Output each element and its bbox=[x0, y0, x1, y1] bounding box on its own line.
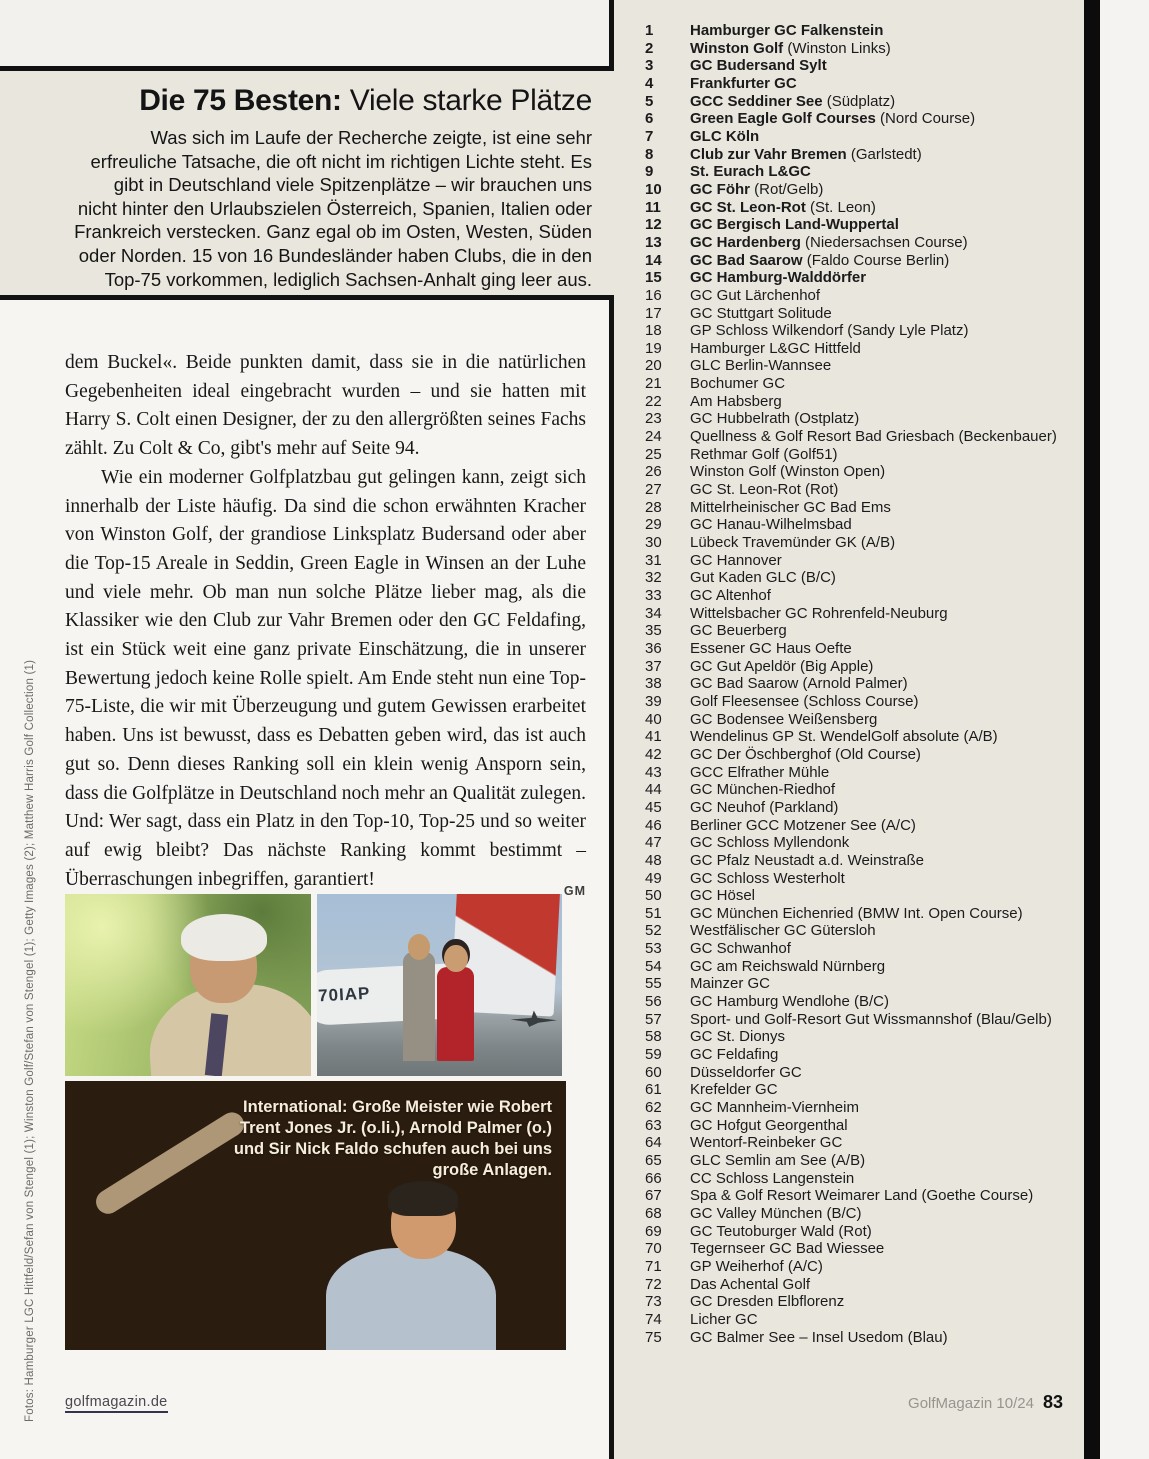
rank-number: 1 bbox=[645, 22, 654, 39]
ranking-row bbox=[645, 40, 1087, 58]
rank-number: 20 bbox=[645, 357, 662, 375]
ranking-row bbox=[645, 1117, 1087, 1135]
ranking-row bbox=[645, 1134, 1087, 1152]
club-name: GC St. Dionys bbox=[690, 1028, 786, 1046]
club-name: CC Schloss Langenstein bbox=[690, 1169, 855, 1187]
ranking-row bbox=[645, 764, 1087, 782]
club-name: GC Hardenberg bbox=[690, 233, 801, 251]
club-name: Mainzer GC bbox=[690, 975, 771, 993]
rank-number: 44 bbox=[645, 781, 662, 799]
ranking-row bbox=[645, 110, 1087, 128]
club-name: GC München-Riedhof bbox=[690, 781, 836, 799]
ranking-row bbox=[645, 163, 1087, 181]
club-name: Essener GC Haus Oefte bbox=[690, 639, 852, 657]
club-name: GP Weiherhof bbox=[690, 1257, 784, 1275]
rank-number: 47 bbox=[645, 834, 662, 852]
ranking-row bbox=[645, 499, 1087, 517]
course-note: (Goethe Course) bbox=[917, 1187, 1034, 1205]
club-name: GC Hamburg-Walddörfer bbox=[690, 269, 867, 287]
ranking-row bbox=[645, 128, 1087, 146]
rank-number: 32 bbox=[645, 569, 662, 587]
club-name: Hamburger L&GC Hittfeld bbox=[690, 339, 861, 357]
rank-number: 33 bbox=[645, 587, 662, 604]
club-name: GC Föhr bbox=[690, 180, 750, 198]
course-note: (Rot) bbox=[800, 481, 839, 499]
ranking-row bbox=[645, 269, 1087, 287]
photo-nick-faldo bbox=[65, 1081, 566, 1350]
page-edge-margin bbox=[1100, 0, 1149, 1459]
club-name: GC Valley München bbox=[690, 1204, 823, 1222]
course-note: (Südplatz) bbox=[822, 92, 896, 110]
club-name: GLC Köln bbox=[690, 127, 760, 145]
ranking-row bbox=[645, 1223, 1087, 1241]
course-note: (Faldo Course Berlin) bbox=[802, 251, 950, 269]
club-name: GC Der Öschberghof bbox=[690, 745, 831, 763]
course-note: (Big Apple) bbox=[795, 657, 874, 675]
rank-number: 34 bbox=[645, 604, 662, 622]
ranking-row bbox=[645, 1046, 1087, 1064]
rank-number: 10 bbox=[645, 180, 662, 198]
ranking-list bbox=[645, 22, 1087, 1346]
club-name: GC Bodensee Weißensberg bbox=[690, 710, 878, 728]
course-note: (St. Leon) bbox=[805, 198, 876, 216]
club-name: GC Hamburg Wendlohe bbox=[690, 993, 850, 1011]
club-name: GC Budersand Sylt bbox=[690, 57, 827, 75]
ranking-row bbox=[645, 711, 1087, 729]
club-name: GC Pfalz Neustadt a.d. Weinstraße bbox=[690, 851, 924, 869]
rank-number: 45 bbox=[645, 798, 662, 816]
rank-number: 19 bbox=[645, 339, 662, 357]
ranking-row bbox=[645, 799, 1087, 817]
rank-number: 7 bbox=[645, 127, 654, 145]
rank-number: 70 bbox=[645, 1240, 662, 1258]
ranking-row bbox=[645, 640, 1087, 658]
figure-palmer-face bbox=[408, 934, 430, 959]
club-name: Rethmar Golf bbox=[690, 445, 780, 463]
rank-number: 18 bbox=[645, 322, 662, 340]
rank-number: 41 bbox=[645, 728, 662, 746]
club-name: St. Eurach L&GC bbox=[690, 163, 811, 181]
club-name: Club zur Vahr Bremen bbox=[690, 145, 847, 163]
course-note: (Parkland) bbox=[765, 798, 839, 816]
ranking-row bbox=[645, 817, 1087, 835]
club-name: Hamburger GC Falkenstein bbox=[690, 22, 884, 39]
club-name: GLC Semlin am See bbox=[690, 1152, 827, 1169]
rank-number: 28 bbox=[645, 498, 662, 516]
club-name: GC Hanau-Wilhelmsbad bbox=[690, 516, 852, 534]
rank-number: 58 bbox=[645, 1028, 662, 1046]
rank-number: 9 bbox=[645, 163, 654, 181]
rank-number: 48 bbox=[645, 851, 662, 869]
ranking-row bbox=[645, 975, 1087, 993]
ranking-row bbox=[645, 1311, 1087, 1329]
course-note: (B/C) bbox=[849, 993, 889, 1011]
plane-registration-text: 70IAP bbox=[317, 983, 372, 1006]
club-name: Das Achental Golf bbox=[690, 1275, 811, 1293]
course-note: (Arnold Palmer) bbox=[798, 675, 908, 693]
ranking-row bbox=[645, 1293, 1087, 1311]
ranking-row bbox=[645, 1258, 1087, 1276]
ranking-row bbox=[645, 446, 1087, 464]
ranking-row bbox=[645, 852, 1087, 870]
club-name: GC Teutoburger Wald bbox=[690, 1222, 835, 1240]
rank-number: 50 bbox=[645, 887, 662, 905]
ranking-row bbox=[645, 375, 1087, 393]
club-name: GP Schloss Wilkendorf bbox=[690, 322, 844, 340]
course-note: (Rot/Gelb) bbox=[750, 180, 824, 198]
section-title bbox=[72, 84, 592, 118]
club-name: GC Dresden Elbflorenz bbox=[690, 1293, 845, 1311]
course-note: (Ostplatz) bbox=[790, 410, 860, 428]
club-name: Green Eagle Golf Courses bbox=[690, 110, 876, 128]
rank-number: 56 bbox=[645, 993, 662, 1011]
rank-number: 57 bbox=[645, 1010, 662, 1028]
ranking-row bbox=[645, 234, 1087, 252]
ranking-row bbox=[645, 146, 1087, 164]
photo-arnold-palmer bbox=[317, 894, 562, 1076]
rank-number: 23 bbox=[645, 410, 662, 428]
club-name: GC Hösel bbox=[690, 887, 756, 905]
rank-number: 68 bbox=[645, 1204, 662, 1222]
ranking-row bbox=[645, 569, 1087, 587]
ranking-row bbox=[645, 481, 1087, 499]
course-note: (Winston Open) bbox=[775, 463, 886, 481]
club-name: Licher GC bbox=[690, 1310, 758, 1328]
club-name: Berliner GCC Motzener See bbox=[690, 816, 877, 834]
club-name: GC Schloss Westerholt bbox=[690, 869, 845, 887]
ranking-row bbox=[645, 781, 1087, 799]
ranking-row bbox=[645, 75, 1087, 93]
course-note: (Rot) bbox=[834, 1222, 872, 1240]
course-note: (A/B) bbox=[959, 728, 998, 746]
ranking-row bbox=[645, 428, 1087, 446]
club-name: Quellness & Golf Resort Bad Griesbach bbox=[690, 428, 955, 446]
ranking-row bbox=[645, 57, 1087, 75]
club-name: Spa & Golf Resort Weimarer Land bbox=[690, 1187, 918, 1205]
rank-number: 51 bbox=[645, 904, 662, 922]
club-name: GLC Berlin-Wannsee bbox=[690, 357, 832, 375]
club-name: GC Beuerberg bbox=[690, 622, 787, 640]
rank-number: 31 bbox=[645, 551, 662, 569]
rank-number: 55 bbox=[645, 975, 662, 993]
club-name: GC Gut Lärchenhof bbox=[690, 286, 821, 304]
figure-woman-face bbox=[444, 945, 467, 972]
rank-number: 4 bbox=[645, 74, 654, 92]
rank-number: 61 bbox=[645, 1081, 662, 1099]
rank-number: 64 bbox=[645, 1134, 662, 1152]
section-title-bold: Die 75 Besten: bbox=[139, 84, 342, 117]
rank-number: 73 bbox=[645, 1293, 662, 1311]
rank-number: 59 bbox=[645, 1046, 662, 1064]
photo-credits: Fotos: Hamburger LGC Hittfeld/Sefan von Stengel (1); Winston Golf/Stefan von Stengel (1); Getty Images (2); Matthew Harris Golf Collection (1) bbox=[24, 659, 36, 1422]
course-note: (Niedersachsen Course) bbox=[800, 233, 968, 251]
ranking-row bbox=[645, 305, 1087, 323]
ranking-row bbox=[645, 958, 1087, 976]
course-note: (Old Course) bbox=[830, 745, 921, 763]
ranking-row bbox=[645, 834, 1087, 852]
ranking-row bbox=[645, 216, 1087, 234]
ranking-row bbox=[645, 870, 1087, 888]
club-name: GC Bad Saarow bbox=[690, 251, 803, 269]
figure-hair bbox=[181, 914, 267, 961]
course-note: (B/C) bbox=[822, 1204, 862, 1222]
ranking-row bbox=[645, 199, 1087, 217]
ranking-row bbox=[645, 1276, 1087, 1294]
course-note: (Nord Course) bbox=[875, 110, 976, 128]
rank-number: 2 bbox=[645, 39, 654, 57]
photo-robert-trent-jones bbox=[65, 894, 311, 1076]
page-number: 83 bbox=[1042, 1392, 1063, 1412]
ranking-row bbox=[645, 1028, 1087, 1046]
rank-number: 38 bbox=[645, 675, 662, 693]
club-name: GC am Reichswald Nürnberg bbox=[690, 957, 886, 975]
club-name: GC Balmer See – Insel Usedom bbox=[690, 1328, 904, 1346]
club-name: Westfälischer GC Gütersloh bbox=[690, 922, 876, 940]
course-note: (Blau) bbox=[903, 1328, 948, 1346]
rank-number: 22 bbox=[645, 392, 662, 410]
club-name: GC Feldafing bbox=[690, 1046, 779, 1064]
section-title-rest: Viele starke Plätze bbox=[341, 84, 592, 117]
ranking-row bbox=[645, 1205, 1087, 1223]
rank-number: 6 bbox=[645, 110, 654, 128]
ranking-row bbox=[645, 552, 1087, 570]
rank-number: 49 bbox=[645, 869, 662, 887]
ranking-row bbox=[645, 905, 1087, 923]
photo-caption: International: Große Meister wie Robert Trent Jones Jr. (o.li.), Arnold Palmer (o.) und Sir Nick Faldo schufen auch bei uns große Anlagen. bbox=[233, 1098, 552, 1179]
ranking-row bbox=[645, 1011, 1087, 1029]
club-name: Wittelsbacher GC Rohrenfeld-Neuburg bbox=[690, 604, 948, 622]
club-name: GC Hannover bbox=[690, 551, 782, 569]
club-name: Winston Golf bbox=[690, 39, 784, 57]
rank-number: 21 bbox=[645, 375, 662, 393]
club-name: Düsseldorfer GC bbox=[690, 1063, 802, 1081]
article-paragraph: dem Buckel«. Beide punkten damit, dass sie in die natürlichen Gegebenheiten ideal eingebracht wurden – und sie hatten mit Harry S. Colt einen Designer, der zu den allergrößten seines Fachs zählt. Zu Colt & Co, gibt's mehr auf Seite 94. bbox=[65, 352, 586, 460]
ranking-row bbox=[645, 393, 1087, 411]
club-name: Wentorf-Reinbeker GC bbox=[690, 1134, 843, 1152]
rank-number: 74 bbox=[645, 1310, 662, 1328]
rank-number: 69 bbox=[645, 1222, 662, 1240]
website-link[interactable]: golfmagazin.de bbox=[65, 1394, 168, 1413]
ranking-row bbox=[645, 587, 1087, 605]
club-name: Mittelrheinischer GC Bad Ems bbox=[690, 498, 891, 516]
club-name: Tegernseer GC Bad Wiessee bbox=[690, 1240, 885, 1258]
course-note: (Schloss Course) bbox=[799, 692, 919, 710]
figure-faldo-hair bbox=[388, 1181, 458, 1216]
club-name: Krefelder GC bbox=[690, 1081, 778, 1099]
ranking-row bbox=[645, 410, 1087, 428]
footer-folio bbox=[908, 1392, 1063, 1413]
club-name: GC St. Leon-Rot bbox=[690, 481, 801, 499]
rank-number: 17 bbox=[645, 304, 662, 322]
ranking-row bbox=[645, 1099, 1087, 1117]
club-name: Winston Golf bbox=[690, 463, 776, 481]
page-edge-bar bbox=[1084, 0, 1100, 1459]
club-name: Am Habsberg bbox=[690, 392, 782, 410]
rank-number: 15 bbox=[645, 269, 662, 287]
ranking-row bbox=[645, 287, 1087, 305]
ranking-row bbox=[645, 1240, 1087, 1258]
ranking-row bbox=[645, 675, 1087, 693]
ranking-row bbox=[645, 887, 1087, 905]
ranking-row bbox=[645, 728, 1087, 746]
ranking-row bbox=[645, 516, 1087, 534]
rank-number: 60 bbox=[645, 1063, 662, 1081]
figure-palmer bbox=[403, 952, 435, 1061]
club-name: GC Schloss Myllendonk bbox=[690, 834, 850, 852]
club-name: GC München Eichenried bbox=[690, 904, 854, 922]
rank-number: 72 bbox=[645, 1275, 662, 1293]
rank-number: 29 bbox=[645, 516, 662, 534]
rank-number: 12 bbox=[645, 216, 662, 234]
club-name: GC Gut Apeldör bbox=[690, 657, 796, 675]
course-note: (A/C) bbox=[876, 816, 916, 834]
ranking-row bbox=[645, 534, 1087, 552]
rank-number: 24 bbox=[645, 428, 662, 446]
rank-number: 40 bbox=[645, 710, 662, 728]
figure-shirt bbox=[326, 1248, 496, 1350]
club-name: Sport- und Golf-Resort Gut Wissmannshof bbox=[690, 1010, 972, 1028]
rank-number: 53 bbox=[645, 940, 662, 958]
figure-woman-red-dress bbox=[437, 967, 474, 1062]
ranking-row bbox=[645, 1187, 1087, 1205]
rank-number: 46 bbox=[645, 816, 662, 834]
rank-number: 36 bbox=[645, 639, 662, 657]
rank-number: 5 bbox=[645, 92, 654, 110]
club-name: GCC Elfrather Mühle bbox=[690, 763, 830, 781]
rank-number: 30 bbox=[645, 534, 662, 552]
rank-number: 54 bbox=[645, 957, 662, 975]
ranking-row bbox=[645, 622, 1087, 640]
rank-number: 75 bbox=[645, 1328, 662, 1346]
course-note: (A/C) bbox=[783, 1257, 823, 1275]
course-note: (Golf51) bbox=[779, 445, 838, 463]
rank-number: 67 bbox=[645, 1187, 662, 1205]
ranking-row bbox=[645, 322, 1087, 340]
club-name: GC Bad Saarow bbox=[690, 675, 799, 693]
course-note: (A/B) bbox=[826, 1152, 866, 1169]
course-note: (BMW Int. Open Course) bbox=[853, 904, 1023, 922]
article-text bbox=[65, 349, 586, 905]
rank-number: 25 bbox=[645, 445, 662, 463]
club-name: GC Mannheim-Viernheim bbox=[690, 1099, 859, 1117]
rank-number: 11 bbox=[645, 198, 661, 216]
rank-number: 26 bbox=[645, 463, 662, 481]
rank-number: 42 bbox=[645, 745, 662, 763]
ranking-row bbox=[645, 605, 1087, 623]
rank-number: 27 bbox=[645, 481, 662, 499]
rank-number: 14 bbox=[645, 251, 662, 269]
course-note: (Winston Links) bbox=[783, 39, 891, 57]
rank-number: 63 bbox=[645, 1116, 662, 1134]
club-name: GC Schwanhof bbox=[690, 940, 791, 958]
course-note: (Garlstedt) bbox=[846, 145, 922, 163]
club-name: GC Hofgut Georgenthal bbox=[690, 1116, 848, 1134]
rank-number: 13 bbox=[645, 233, 662, 251]
club-name: GC Bergisch Land-Wuppertal bbox=[690, 216, 899, 234]
club-name: GC Altenhof bbox=[690, 587, 771, 604]
top-box bbox=[0, 0, 614, 71]
rank-number: 52 bbox=[645, 922, 662, 940]
rank-number: 35 bbox=[645, 622, 662, 640]
rank-number: 3 bbox=[645, 57, 654, 75]
ranking-row bbox=[645, 940, 1087, 958]
ranking-row bbox=[645, 252, 1087, 270]
club-name: GC Neuhof bbox=[690, 798, 766, 816]
ranking-row bbox=[645, 357, 1087, 375]
ranking-row bbox=[645, 693, 1087, 711]
club-name: GCC Seddiner See bbox=[690, 92, 823, 110]
ranking-row bbox=[645, 1329, 1087, 1347]
magazine-issue: GolfMagazin 10/24 bbox=[908, 1395, 1034, 1412]
ranking-row bbox=[645, 993, 1087, 1011]
rank-number: 71 bbox=[645, 1257, 662, 1275]
ranking-row bbox=[645, 1152, 1087, 1170]
section-intro: Was sich im Laufe der Recherche zeigte, ist eine sehr erfreuliche Tatsache, die oft nicht im richtigen Lichte steht. Es gibt in Deutschland viele Spitzenplätze – wir brauchen uns nicht hinter den Urlaubszielen Österreich, Spanien, Italien oder Frankreich verstecken. Ganz egal ob im Osten, Westen, Süden oder Norden. 15 von 16 Bundesländer haben Clubs, die in den Top-75 vorkommen, lediglich Sachsen-Anhalt ging leer aus. bbox=[74, 127, 592, 290]
ranking-row bbox=[645, 922, 1087, 940]
club-name: GC Hubbelrath bbox=[690, 410, 791, 428]
club-name: GC St. Leon-Rot bbox=[690, 198, 806, 216]
rank-number: 39 bbox=[645, 692, 662, 710]
course-note: (Sandy Lyle Platz) bbox=[843, 322, 969, 340]
club-name: Lübeck Travemünder GK bbox=[690, 534, 857, 552]
club-name: Golf Fleesensee bbox=[690, 692, 800, 710]
ranking-row bbox=[645, 463, 1087, 481]
rank-number: 66 bbox=[645, 1169, 662, 1187]
club-name: GC Stuttgart Solitude bbox=[690, 304, 832, 322]
ranking-row bbox=[645, 181, 1087, 199]
ranking-row bbox=[645, 93, 1087, 111]
ranking-row bbox=[645, 1064, 1087, 1082]
course-note: (Blau/Gelb) bbox=[971, 1010, 1052, 1028]
course-note: (Beckenbauer) bbox=[954, 428, 1057, 446]
ranking-row bbox=[645, 746, 1087, 764]
ranking-row bbox=[645, 1170, 1087, 1188]
course-note: (A/B) bbox=[856, 534, 896, 552]
rank-number: 16 bbox=[645, 286, 662, 304]
rank-number: 62 bbox=[645, 1099, 662, 1117]
article-paragraph: Wie ein moderner Golfplatzbau gut gelingen kann, zeigt sich innerhalb der Liste häufig. Da sind die schon erwähnten Kracher von Winston Golf, der grandiose Linksplatz Budersand oder aber die Top-15 Areale in Seddin, Green Eagle in Winsen an der Luhe und viele mehr. Ob man nun solche Plätze lieber mag, als die Klassiker wie den Club zur Vahr Bremen oder den GC Feldafing, ist ein Stück weit eine ganz private Einschätzung, die in unserer Bewertung jedoch keine Rolle spielt. Am Ende steht nun eine Top-75-Liste, die wir mit Überzeugung und gutem Gewissen erarbeitet haben. Uns ist bewusst, dass es Debatten geben wird, das ist auch gut so. Denn dieses Ranking soll ein klein wenig Ansporn sein, dass die Golfplätze in Deutschland noch mehr an Qualität zulegen. Und: Wer sagt, dass ein Platz in den Top-10, Top-25 und so weiter auf ewig bleibt? Das nächste Ranking kommt bestimmt – Überraschungen inbegriffen, garantiert! GM bbox=[65, 464, 586, 895]
ranking-row bbox=[645, 658, 1087, 676]
author-initials: GM bbox=[563, 883, 586, 898]
rank-number: 8 bbox=[645, 145, 654, 163]
ranking-row bbox=[645, 1081, 1087, 1099]
ranking-row bbox=[645, 340, 1087, 358]
rank-number: 65 bbox=[645, 1152, 662, 1169]
rank-number: 37 bbox=[645, 657, 662, 675]
course-note: (B/C) bbox=[796, 569, 836, 587]
rank-number: 43 bbox=[645, 763, 662, 781]
club-name: Bochumer GC bbox=[690, 375, 786, 393]
ranking-row bbox=[645, 22, 1087, 40]
club-name: Gut Kaden GLC bbox=[690, 569, 797, 587]
club-name: Frankfurter GC bbox=[690, 74, 797, 92]
club-name: Wendelinus GP St. WendelGolf absolute bbox=[690, 728, 960, 746]
